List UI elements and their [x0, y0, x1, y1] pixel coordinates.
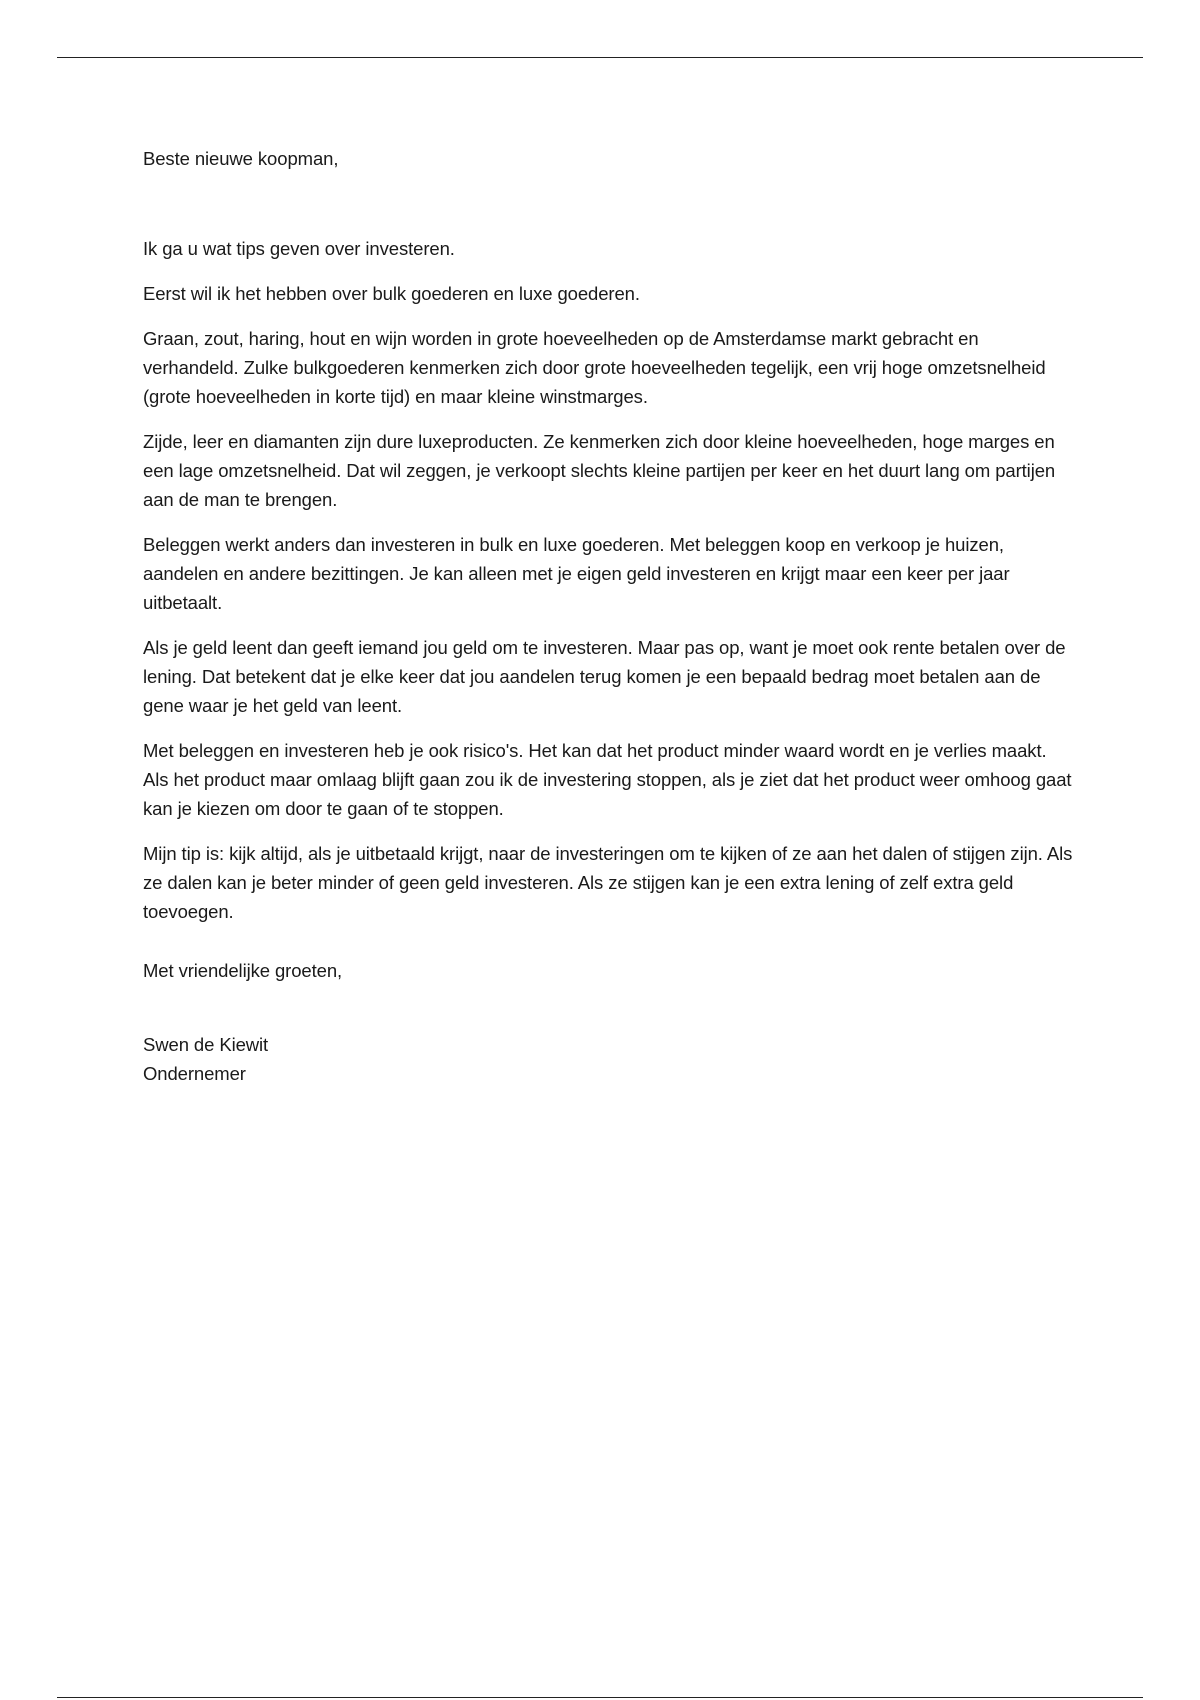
paragraph-risks: Met beleggen en investeren heb je ook risico's. Het kan dat het product minder waard wordt en je verlies maakt. Als het product maar omlaag blijft gaan zou ik de investering stoppen, als je ziet dat het product weer omhoog gaat kan je kiezen om door te gaan of te stoppen.: [143, 740, 1072, 819]
paragraph-topic: Eerst wil ik het hebben over bulk goederen en luxe goederen.: [143, 283, 640, 304]
header-rule: [57, 57, 1143, 58]
paragraph-bulk-goods: Graan, zout, haring, hout en wijn worden in grote hoeveelheden op de Amsterdamse markt gebracht en verhandeld. Zulke bulkgoederen kenmerken zich door grote hoeveelheden tegelijk, een vrij hoge omzetsnelheid (grote hoeveelheden in korte tijd) en maar kleine winstmarges.: [143, 328, 1046, 407]
letter-closing: Met vriendelijke groeten,: [143, 960, 343, 981]
letter-salutation: Beste nieuwe koopman,: [143, 148, 339, 169]
footer-rule: [57, 1697, 1143, 1698]
letter-body: [143, 144, 1073, 1088]
paragraph-investing: Beleggen werkt anders dan investeren in bulk en luxe goederen. Met beleggen koop en verkoop je huizen, aandelen en andere bezittingen. Je kan alleen met je eigen geld investeren en krijgt maar een keer per jaar uitbetaalt.: [143, 534, 1010, 613]
signature-name: Swen de Kiewit: [143, 1034, 269, 1055]
paragraph-luxury-goods: Zijde, leer en diamanten zijn dure luxeproducten. Ze kenmerken zich door kleine hoeveelheden, hoge marges en een lage omzetsnelheid. Dat wil zeggen, je verkoopt slechts kleine partijen per keer en het duurt lang om partijen aan de man te brengen.: [143, 431, 1056, 510]
paragraph-intro: Ik ga u wat tips geven over investeren.: [143, 238, 455, 259]
signature-title: Ondernemer: [143, 1063, 246, 1084]
paragraph-tip: Mijn tip is: kijk altijd, als je uitbetaald krijgt, naar de investeringen om te kijken of ze aan het dalen of stijgen zijn. Als ze dalen kan je beter minder of geen geld investeren. Als ze stijgen kan je een extra lening of zelf extra geld toevoegen.: [143, 843, 1073, 922]
paragraph-borrowing: Als je geld leent dan geeft iemand jou geld om te investeren. Maar pas op, want je moet ook rente betalen over de lening. Dat betekent dat je elke keer dat jou aandelen terug komen je een bepaald bedrag moet betalen aan de gene waar je het geld van leent.: [143, 637, 1066, 716]
letter-signature: [143, 1030, 1073, 1088]
